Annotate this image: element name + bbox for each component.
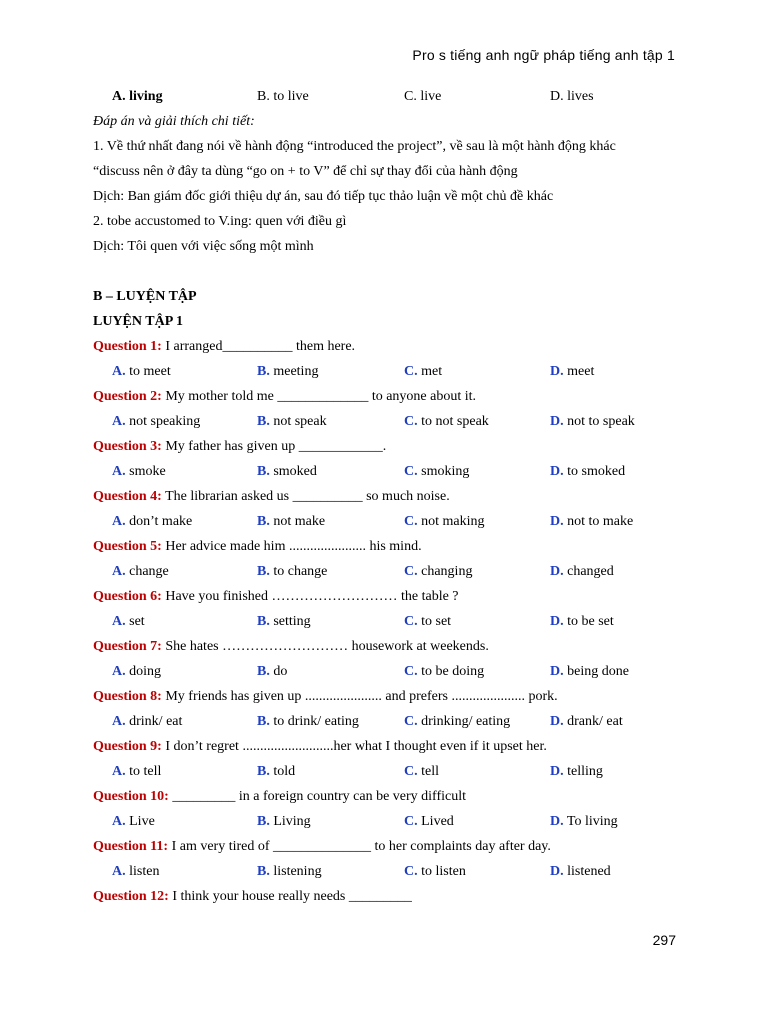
option-text: to not speak [421,414,489,429]
option-text: told [273,764,296,779]
option-text: smoke [129,464,166,479]
option-letter: D. [550,664,564,679]
question-text: The librarian asked us __________ so much noise. [165,489,450,504]
explanation-heading: Đáp án và giải thích chi tiết: [93,114,255,129]
option-b [257,859,322,884]
options-row [93,609,693,634]
option-d [550,559,614,584]
option-letter: A. [112,814,126,829]
question-text: I am very tired of ______________ to her complaints day after day. [171,839,551,854]
option-text: meeting [273,364,319,379]
option-text: To living [566,814,618,829]
top-option-a: A. living [112,89,163,104]
question-label: Question 6: [93,589,162,604]
option-text: drank/ eat [567,714,623,729]
option-letter: B. [257,864,270,879]
option-text: changing [421,564,473,579]
option-letter: B. [257,464,270,479]
option-letter: B. [257,564,270,579]
question-text: My mother told me _____________ to anyone about it. [165,389,477,404]
question-8 [93,684,693,709]
option-letter: B. [257,414,270,429]
option-b [257,659,287,684]
question-text: She hates ……………………… housework at weekends. [165,639,489,654]
option-c [404,809,454,834]
option-text: setting [273,614,311,629]
option-text: doing [129,664,162,679]
question-text: _________ in a foreign country can be very difficult [172,789,467,804]
option-letter: A. [112,664,126,679]
options-row [93,459,693,484]
top-option-b: B. to live [257,89,309,104]
option-text: smoking [421,464,470,479]
question-3 [93,434,693,459]
option-a [112,709,182,734]
option-letter: C. [404,414,418,429]
options-row [93,409,693,434]
question-4 [93,484,693,509]
option-b [257,359,318,384]
option-b [257,709,359,734]
option-a [112,759,161,784]
question-label: Question 2: [93,389,162,404]
option-text: changed [567,564,614,579]
option-text: change [129,564,169,579]
option-letter: D. [550,564,564,579]
option-letter: A. [112,564,126,579]
option-text: telling [567,764,603,779]
option-c [404,759,439,784]
option-d [550,359,594,384]
option-text: listened [567,864,611,879]
option-letter: D. [550,814,564,829]
question-6 [93,584,693,609]
option-text: to smoked [567,464,626,479]
option-text: to drink/ eating [273,714,359,729]
option-d [550,859,611,884]
option-a [112,459,166,484]
option-letter: C. [404,664,418,679]
page-content [93,84,693,909]
section-title: B – LUYỆN TẬP [93,289,197,304]
option-a [112,859,159,884]
options-row [93,359,693,384]
option-text: set [129,614,145,629]
option-d [550,609,614,634]
option-letter: D. [550,364,564,379]
option-b [257,409,327,434]
page-number: 297 [652,932,676,948]
option-d [550,709,623,734]
option-c [404,859,466,884]
question-label: Question 3: [93,439,162,454]
option-d [550,459,625,484]
option-letter: D. [550,514,564,529]
explanation-line-5: Dịch: Tôi quen với việc sống một mình [93,239,314,254]
question-label: Question 7: [93,639,162,654]
option-letter: B. [257,614,270,629]
option-text: Living [273,814,311,829]
option-d [550,809,618,834]
explanation-line-3: Dịch: Ban giám đốc giới thiệu dự án, sau đó tiếp tục thảo luận về một chủ đề khác [93,189,554,204]
option-text: meet [567,364,595,379]
option-letter: D. [550,614,564,629]
option-text: being done [567,664,629,679]
question-text: My friends has given up ...................... and prefers ..................... pork. [165,689,558,704]
explanation-line-1: 1. Về thứ nhất đang nói về hành động “introduced the project”, về sau là một hành động khác [93,139,616,154]
question-label: Question 10: [93,789,169,804]
option-b [257,459,317,484]
option-b [257,759,295,784]
question-5 [93,534,693,559]
option-b [257,509,325,534]
question-2 [93,384,693,409]
option-b [257,609,311,634]
option-text: drinking/ eating [421,714,511,729]
top-option-d: D. lives [550,89,594,104]
running-header: Pro s tiếng anh ngữ pháp tiếng anh tập 1 [412,47,675,63]
option-b [257,809,311,834]
option-text: Lived [421,814,454,829]
option-letter: A. [112,414,126,429]
options-row [93,709,693,734]
option-text: not speaking [129,414,201,429]
question-7 [93,634,693,659]
option-c [404,609,451,634]
spacer [93,259,693,284]
option-text: not make [273,514,326,529]
top-options-row [93,84,693,109]
option-text: not to speak [567,414,635,429]
option-letter: B. [257,514,270,529]
options-row [93,559,693,584]
option-letter: D. [550,714,564,729]
option-text: to set [421,614,452,629]
option-letter: B. [257,364,270,379]
option-text: tell [421,764,440,779]
option-a [112,359,171,384]
option-text: not to make [567,514,634,529]
options-row [93,759,693,784]
option-a [112,609,145,634]
option-b [257,559,327,584]
options-row [93,859,693,884]
question-label: Question 9: [93,739,162,754]
option-letter: C. [404,764,418,779]
option-a [112,559,169,584]
option-text: met [421,364,443,379]
option-letter: C. [404,864,418,879]
option-letter: A. [112,714,126,729]
question-text: I think your house really needs _________ [172,889,412,904]
option-letter: A. [112,764,126,779]
option-text: do [273,664,288,679]
option-c [404,409,489,434]
option-c [404,509,485,534]
option-letter: C. [404,514,418,529]
question-label: Question 12: [93,889,169,904]
options-row [93,509,693,534]
option-letter: B. [257,764,270,779]
option-a [112,409,200,434]
option-letter: D. [550,464,564,479]
option-a [112,809,155,834]
option-letter: A. [112,364,126,379]
question-label: Question 1: [93,339,162,354]
option-d [550,659,629,684]
option-c [404,709,510,734]
option-letter: B. [257,664,270,679]
options-row [93,809,693,834]
option-text: to be set [567,614,614,629]
option-letter: B. [257,814,270,829]
option-c [404,559,472,584]
option-text: to be doing [421,664,485,679]
question-12 [93,884,693,909]
explanation-line-2: “discuss nên ở đây ta dùng “go on + to V” để chỉ sự thay đổi của hành động [93,164,518,179]
option-letter: B. [257,714,270,729]
option-letter: C. [404,714,418,729]
option-letter: C. [404,564,418,579]
question-label: Question 11: [93,839,169,854]
option-letter: D. [550,864,564,879]
option-letter: A. [112,514,126,529]
option-letter: C. [404,364,418,379]
question-list [93,334,693,909]
option-letter: A. [112,614,126,629]
question-text: My father has given up ____________. [165,439,387,454]
option-c [404,659,484,684]
question-9 [93,734,693,759]
option-text: listen [129,864,160,879]
option-d [550,409,635,434]
option-letter: C. [404,464,418,479]
option-d [550,509,633,534]
option-text: not making [421,514,485,529]
sub-title: LUYỆN TẬP 1 [93,314,183,329]
question-text: Have you finished ……………………… the table ? [165,589,459,604]
option-letter: D. [550,414,564,429]
question-1 [93,334,693,359]
option-a [112,659,161,684]
option-letter: C. [404,614,418,629]
top-option-c: C. live [404,89,442,104]
option-text: smoked [273,464,317,479]
question-text: I don’t regret ..........................her what I thought even if it upset her. [165,739,547,754]
option-text: to meet [129,364,171,379]
option-text: don’t make [129,514,193,529]
option-letter: D. [550,764,564,779]
option-text: Live [129,814,155,829]
option-text: listening [273,864,322,879]
question-label: Question 8: [93,689,162,704]
option-letter: A. [112,864,126,879]
question-text: I arranged__________ them here. [165,339,356,354]
option-text: drink/ eat [129,714,183,729]
question-10 [93,784,693,809]
option-text: to change [273,564,328,579]
option-letter: C. [404,814,418,829]
option-letter: A. [112,464,126,479]
option-text: not speak [273,414,327,429]
question-label: Question 5: [93,539,162,554]
options-row [93,659,693,684]
option-text: to tell [129,764,162,779]
option-c [404,459,469,484]
question-11 [93,834,693,859]
question-text: Her advice made him ...................... his mind. [165,539,422,554]
option-text: to listen [421,864,466,879]
explanation-line-4: 2. tobe accustomed to V.ing: quen với điều gì [93,214,347,229]
question-label: Question 4: [93,489,162,504]
option-d [550,759,603,784]
option-a [112,509,192,534]
option-c [404,359,442,384]
